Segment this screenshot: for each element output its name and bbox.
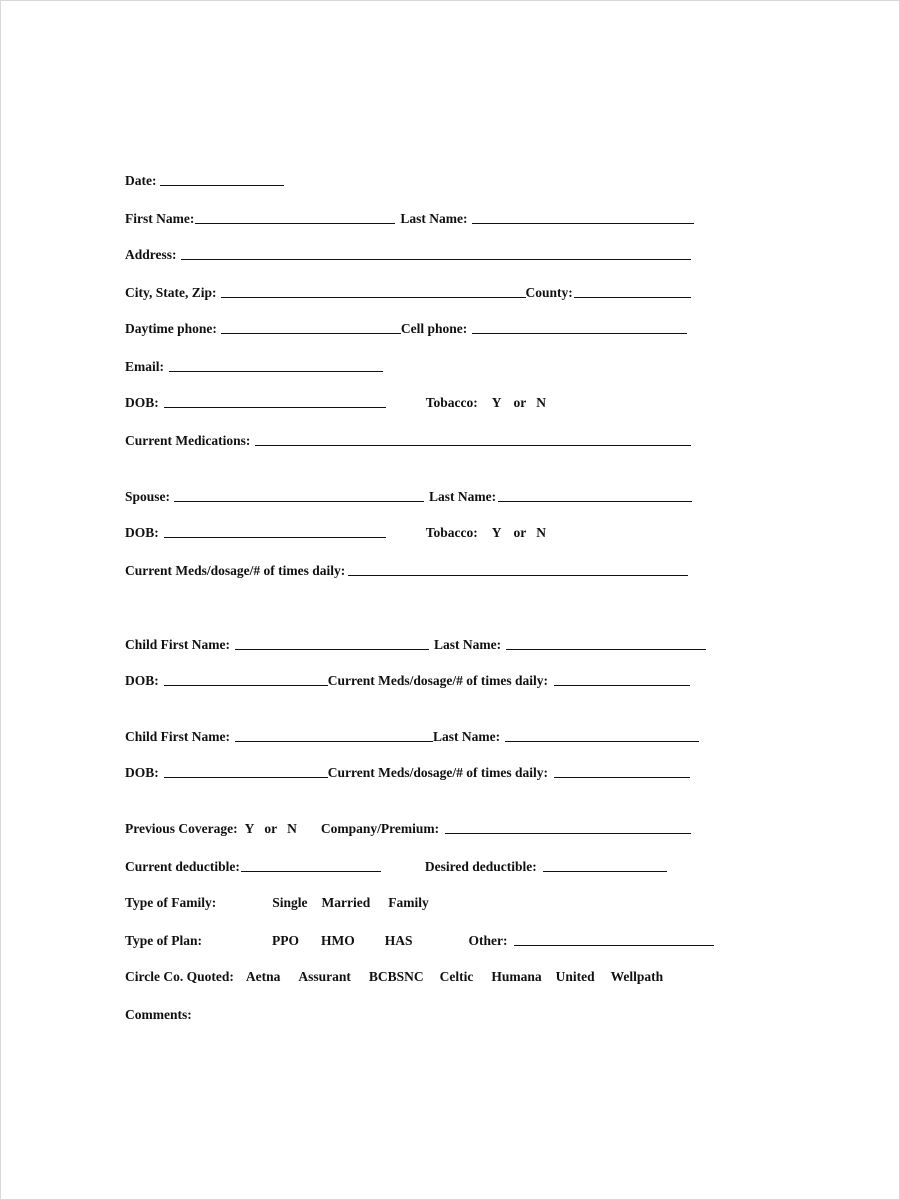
child1-meds-label: Current Meds/dosage/# of times daily: bbox=[327, 673, 548, 688]
child1-meds-field[interactable] bbox=[554, 671, 690, 686]
previous-coverage-or: or bbox=[264, 821, 278, 836]
company-united[interactable]: United bbox=[555, 969, 595, 984]
child2-first-name-field[interactable] bbox=[235, 727, 433, 742]
previous-coverage-no[interactable]: N bbox=[287, 821, 297, 836]
company-celtic[interactable]: Celtic bbox=[439, 969, 474, 984]
name-row bbox=[125, 205, 694, 227]
spouse-current-meds-field[interactable] bbox=[348, 561, 688, 576]
family-option-family[interactable]: Family bbox=[388, 895, 429, 910]
phone-row bbox=[125, 315, 687, 337]
company-bcbsnc[interactable]: BCBSNC bbox=[368, 969, 424, 984]
child1-name-row bbox=[125, 631, 706, 653]
previous-coverage-row bbox=[125, 815, 691, 837]
dob-row bbox=[125, 389, 546, 411]
spouse-dob-field[interactable] bbox=[164, 523, 386, 538]
current-deductible-field[interactable] bbox=[241, 857, 381, 872]
cell-phone-label: Cell phone: bbox=[400, 321, 468, 336]
company-premium-field[interactable] bbox=[445, 819, 691, 834]
previous-coverage-label: Previous Coverage: bbox=[125, 821, 238, 836]
city-state-zip-label: City, State, Zip: bbox=[125, 285, 217, 300]
first-name-label: First Name: bbox=[125, 211, 195, 226]
child2-dob-row bbox=[125, 759, 690, 781]
tobacco-or: or bbox=[513, 395, 527, 410]
type-of-plan-label: Type of Plan: bbox=[125, 933, 202, 948]
spouse-dob-label: DOB: bbox=[125, 525, 159, 540]
plan-type-row bbox=[125, 927, 714, 949]
child1-last-name-field[interactable] bbox=[506, 635, 706, 650]
address-field[interactable] bbox=[181, 245, 691, 260]
spouse-dob-row bbox=[125, 519, 546, 541]
spouse-current-meds-label: Current Meds/dosage/# of times daily: bbox=[125, 563, 346, 578]
comments-label: Comments: bbox=[125, 1007, 192, 1022]
medications-row bbox=[125, 427, 691, 449]
child2-meds-label: Current Meds/dosage/# of times daily: bbox=[327, 765, 548, 780]
other-label: Other: bbox=[468, 933, 508, 948]
plan-option-has[interactable]: HAS bbox=[384, 933, 413, 948]
county-label: County: bbox=[525, 285, 573, 300]
address-row bbox=[125, 241, 691, 263]
child1-dob-field[interactable] bbox=[164, 671, 328, 686]
child1-dob-row bbox=[125, 667, 690, 689]
date-field[interactable] bbox=[160, 171, 284, 186]
city-state-zip-field[interactable] bbox=[221, 283, 526, 298]
company-humana[interactable]: Humana bbox=[491, 969, 542, 984]
desired-deductible-label: Desired deductible: bbox=[424, 859, 537, 874]
tobacco-no[interactable]: N bbox=[536, 395, 547, 410]
address-label: Address: bbox=[125, 247, 177, 262]
county-field[interactable] bbox=[574, 283, 691, 298]
child2-dob-field[interactable] bbox=[164, 763, 328, 778]
spouse-tobacco-no[interactable]: N bbox=[536, 525, 547, 540]
spouse-last-name-field[interactable] bbox=[498, 487, 692, 502]
plan-option-ppo[interactable]: PPO bbox=[272, 933, 299, 948]
child1-first-name-field[interactable] bbox=[235, 635, 429, 650]
email-row bbox=[125, 353, 383, 375]
tobacco-label: Tobacco: bbox=[425, 395, 478, 410]
current-medications-label: Current Medications: bbox=[125, 433, 251, 448]
previous-coverage-yes[interactable]: Y bbox=[244, 821, 255, 836]
email-label: Email: bbox=[125, 359, 164, 374]
spouse-tobacco-label: Tobacco: bbox=[425, 525, 478, 540]
spouse-label: Spouse: bbox=[125, 489, 171, 504]
comments-row bbox=[125, 1001, 192, 1023]
child1-first-name-label: Child First Name: bbox=[125, 637, 230, 652]
last-name-field[interactable] bbox=[472, 209, 694, 224]
company-aetna[interactable]: Aetna bbox=[245, 969, 281, 984]
child2-first-name-label: Child First Name: bbox=[125, 729, 230, 744]
spouse-meds-row bbox=[125, 557, 688, 579]
dob-label: DOB: bbox=[125, 395, 159, 410]
type-of-family-label: Type of Family: bbox=[125, 895, 217, 910]
plan-option-hmo[interactable]: HMO bbox=[321, 933, 355, 948]
company-assurant[interactable]: Assurant bbox=[298, 969, 351, 984]
email-field[interactable] bbox=[169, 357, 383, 372]
spouse-tobacco-yes[interactable]: Y bbox=[491, 525, 502, 540]
city-row bbox=[125, 279, 691, 301]
companies-row bbox=[125, 963, 663, 985]
spouse-tobacco-or: or bbox=[513, 525, 527, 540]
spouse-row bbox=[125, 483, 692, 505]
family-option-married[interactable]: Married bbox=[321, 895, 371, 910]
dob-field[interactable] bbox=[164, 393, 386, 408]
current-medications-field[interactable] bbox=[255, 431, 691, 446]
cell-phone-field[interactable] bbox=[472, 319, 687, 334]
last-name-label: Last Name: bbox=[400, 211, 468, 226]
other-field[interactable] bbox=[514, 931, 714, 946]
family-option-single[interactable]: Single bbox=[272, 895, 308, 910]
child2-name-row bbox=[125, 723, 699, 745]
daytime-phone-label: Daytime phone: bbox=[125, 321, 217, 336]
spouse-last-name-label: Last Name: bbox=[429, 489, 497, 504]
family-type-row bbox=[125, 889, 429, 911]
company-premium-label: Company/Premium: bbox=[320, 821, 440, 836]
child2-last-name-field[interactable] bbox=[505, 727, 699, 742]
desired-deductible-field[interactable] bbox=[543, 857, 667, 872]
date-row bbox=[125, 167, 284, 189]
current-deductible-label: Current deductible: bbox=[125, 859, 240, 874]
spouse-field[interactable] bbox=[174, 487, 424, 502]
company-wellpath[interactable]: Wellpath bbox=[610, 969, 664, 984]
first-name-field[interactable] bbox=[195, 209, 395, 224]
date-label: Date: bbox=[125, 173, 157, 188]
circle-co-quoted-label: Circle Co. Quoted: bbox=[125, 969, 234, 984]
child2-last-name-label: Last Name: bbox=[433, 729, 501, 744]
child1-last-name-label: Last Name: bbox=[434, 637, 502, 652]
daytime-phone-field[interactable] bbox=[221, 319, 401, 334]
deductible-row bbox=[125, 853, 667, 875]
child1-dob-label: DOB: bbox=[125, 673, 159, 688]
child2-meds-field[interactable] bbox=[554, 763, 690, 778]
tobacco-yes[interactable]: Y bbox=[491, 395, 502, 410]
child2-dob-label: DOB: bbox=[125, 765, 159, 780]
